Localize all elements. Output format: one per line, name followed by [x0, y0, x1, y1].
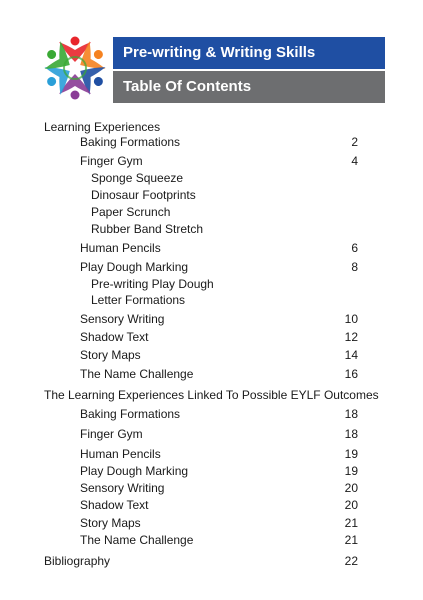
toc-entry-label: Dinosaur Footprints	[91, 188, 196, 202]
toc-entry-label: Sensory Writing	[80, 312, 165, 326]
toc-entry-label: Story Maps	[80, 516, 141, 530]
toc-entry-page-number: 16	[344, 367, 358, 381]
toc-entry-label: Letter Formations	[91, 293, 186, 307]
toc-entry-page-number: 21	[344, 516, 358, 530]
toc-entry-page-number: 20	[344, 481, 358, 495]
toc-entry-page-number: 21	[344, 533, 358, 547]
toc-entry	[0, 204, 423, 220]
toc-entry-label: Rubber Band Stretch	[91, 222, 204, 236]
toc-entry-page-number: 10	[344, 312, 358, 326]
toc-entry	[0, 515, 423, 531]
toc-entry-label: Human Pencils	[80, 241, 161, 255]
toc-entry	[0, 134, 423, 150]
toc-entry-label: Baking Formations	[80, 407, 181, 421]
toc-entry-page-number: 20	[344, 498, 358, 512]
toc-entry-label: Finger Gym	[80, 427, 143, 441]
toc-entry	[0, 497, 423, 513]
toc-entry	[0, 119, 423, 135]
toc-entry-page-number: 14	[344, 348, 358, 362]
toc-entry-page-number: 18	[344, 427, 358, 441]
toc-entry-label: Bibliography	[44, 554, 111, 568]
toc-entry-label: Shadow Text	[80, 330, 149, 344]
section-heading: Table Of Contents	[113, 71, 385, 103]
toc-entry-label: The Name Challenge	[80, 533, 194, 547]
toc-entry-page-number: 19	[344, 464, 358, 478]
toc-entry	[0, 187, 423, 203]
toc-entry-page-number: 2	[351, 135, 358, 149]
toc-entry-label: Play Dough Marking	[80, 260, 189, 274]
toc-entry-page-number: 22	[344, 554, 358, 568]
toc-entry-label: Paper Scrunch	[91, 205, 171, 219]
toc-entry	[0, 259, 423, 275]
toc-entry	[0, 553, 423, 569]
toc-entry-label: Sensory Writing	[80, 481, 165, 495]
toc-entry	[0, 406, 423, 422]
toc-entry	[0, 221, 423, 237]
toc-entry	[0, 387, 423, 403]
toc-entry	[0, 347, 423, 363]
toc-entry-label: Shadow Text	[80, 498, 149, 512]
toc-entry	[0, 463, 423, 479]
toc-entry-label: Play Dough Marking	[80, 464, 189, 478]
toc-entry	[0, 153, 423, 169]
toc-entry-page-number: 8	[351, 260, 358, 274]
toc-entry-page-number: 12	[344, 330, 358, 344]
toc-entry	[0, 480, 423, 496]
toc-entry	[0, 170, 423, 186]
toc-entry	[0, 426, 423, 442]
toc-entry	[0, 311, 423, 327]
toc-entry-label: Learning Experiences	[44, 120, 161, 134]
toc-entry	[0, 329, 423, 345]
toc-entry	[0, 532, 423, 548]
toc-entry	[0, 292, 423, 308]
toc-entry-label: Sponge Squeeze	[91, 171, 184, 185]
toc-entry-label: The Learning Experiences Linked To Possible EYLF Outcomes	[44, 388, 379, 402]
toc-entry	[0, 446, 423, 462]
toc-entry-label: Baking Formations	[80, 135, 181, 149]
toc-entry-page-number: 18	[344, 407, 358, 421]
toc-entry-label: Finger Gym	[80, 154, 143, 168]
page-title: Pre-writing & Writing Skills	[113, 37, 385, 69]
toc-entry-label: The Name Challenge	[80, 367, 194, 381]
toc-entry-page-number: 4	[351, 154, 358, 168]
toc-entry-label: Pre-writing Play Dough	[91, 277, 214, 291]
toc-entry-label: Story Maps	[80, 348, 141, 362]
toc-entry	[0, 276, 423, 292]
toc-entry	[0, 240, 423, 256]
toc-entry-page-number: 19	[344, 447, 358, 461]
toc-entry-label: Human Pencils	[80, 447, 161, 461]
toc-entry	[0, 366, 423, 382]
toc-entry-page-number: 6	[351, 241, 358, 255]
